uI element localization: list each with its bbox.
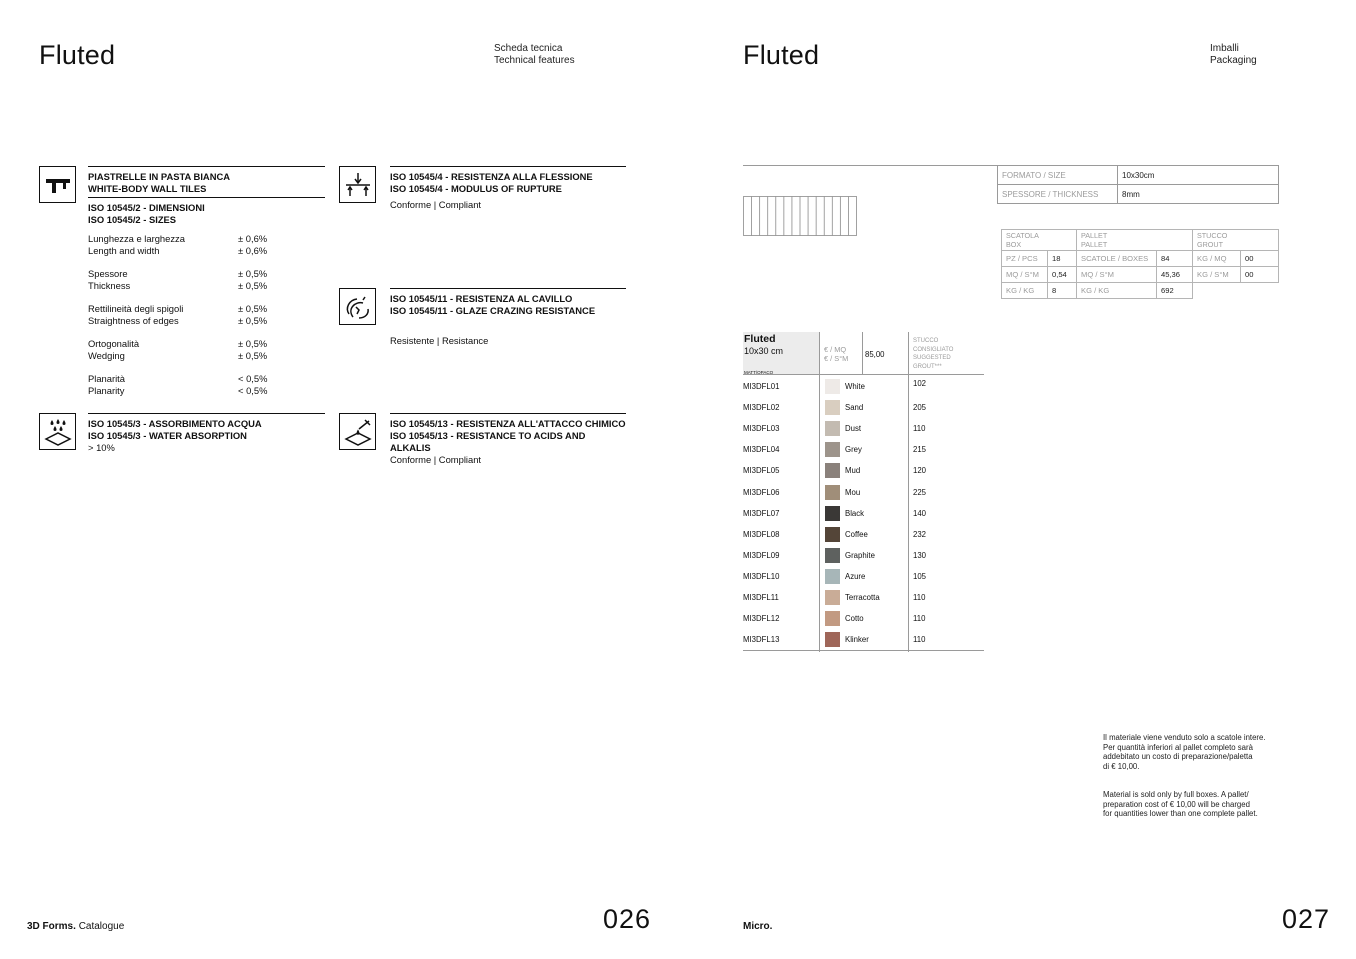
spec-title xyxy=(390,413,626,454)
spec-title-it: ISO 10545/13 - RESISTENZA ALL'ATTACCO CHIMICO xyxy=(390,418,626,429)
color-swatch xyxy=(825,590,840,605)
table-row xyxy=(743,610,984,631)
cell: KG / KG xyxy=(1002,283,1048,299)
product-code: MI3DFL03 xyxy=(743,424,780,434)
spec-value: > 10% xyxy=(88,442,115,453)
box-header-it: SCATOLA xyxy=(1006,231,1039,240)
footer-brand-right: Micro. xyxy=(743,921,773,932)
flexion-press-icon xyxy=(339,166,376,203)
measure-label: Lunghezza e larghezza xyxy=(88,233,185,244)
grout-suggested-header xyxy=(913,337,953,371)
measure-row xyxy=(88,303,325,315)
color-name: Klinker xyxy=(845,635,869,645)
packaging-table xyxy=(1001,229,1279,299)
spec-block-absorption xyxy=(88,413,325,454)
price-label-1: € / MQ xyxy=(824,345,847,354)
spec-title xyxy=(88,166,325,195)
note-line: for quantities lower than one complete pallet. xyxy=(1103,809,1258,819)
spec-title-en: ISO 10545/4 - MODULUS OF RUPTURE xyxy=(390,183,562,194)
measure-label: Thickness xyxy=(88,280,131,291)
color-name: Coffee xyxy=(845,529,868,539)
grout-hdr-line: STUCCO xyxy=(913,338,939,344)
table-row xyxy=(743,462,984,483)
section-header-en: Packaging xyxy=(1210,55,1257,66)
color-name: Cotto xyxy=(845,614,864,624)
cell: 84 xyxy=(1157,251,1193,267)
measure-value: ± 0,5% xyxy=(238,338,268,349)
product-code: MI3DFL04 xyxy=(743,445,780,455)
measure-value: ± 0,5% xyxy=(238,268,268,279)
cell: SCATOLE / BOXES xyxy=(1077,251,1157,267)
grout-header xyxy=(1193,230,1279,251)
measures-list xyxy=(88,233,325,397)
note-line: Per quantità inferiori al pallet completo sarà xyxy=(1103,742,1253,752)
product-code: MI3DFL13 xyxy=(743,635,780,645)
measure-row xyxy=(88,338,325,350)
empty-cell xyxy=(1193,283,1241,299)
measure-value: ± 0,5% xyxy=(238,280,268,291)
measure-value: ± 0,5% xyxy=(238,303,268,314)
grout-code: 215 xyxy=(913,445,927,455)
color-name: Terracotta xyxy=(845,593,880,602)
note-line: di € 10,00. xyxy=(1103,761,1140,771)
spec-block-rupture xyxy=(390,166,626,211)
table-row xyxy=(743,420,984,441)
measure-item xyxy=(88,338,325,362)
cell: 00 xyxy=(1241,251,1279,267)
price-value: 85,00 xyxy=(865,350,885,359)
color-name: Mou xyxy=(845,487,861,497)
grout-code: 110 xyxy=(913,614,926,624)
pallet-header-it: PALLET xyxy=(1081,231,1108,240)
page-number-left: 026 xyxy=(603,904,652,934)
header-rule xyxy=(743,374,984,375)
section-header-right xyxy=(1210,43,1257,67)
table-row xyxy=(743,441,984,462)
table-row xyxy=(743,399,984,420)
pallet-header-en: PALLET xyxy=(1081,240,1108,249)
cell: KG / MQ xyxy=(1193,251,1241,267)
spec-value: Resistente | Resistance xyxy=(390,335,489,346)
color-name: Sand xyxy=(845,403,864,413)
grout-code: 120 xyxy=(913,466,927,476)
spec-subtitle-it: ISO 10545/2 - DIMENSIONI xyxy=(88,202,205,213)
page-number-right: 027 xyxy=(1282,904,1331,934)
column-divider xyxy=(862,332,863,374)
color-swatch xyxy=(825,463,840,478)
box-header xyxy=(1002,230,1077,251)
grout-hdr-line: SUGGESTED xyxy=(913,355,951,361)
grout-code: 232 xyxy=(913,529,927,539)
color-swatch xyxy=(825,485,840,500)
measure-row xyxy=(88,268,325,280)
format-label: FORMATO / SIZE xyxy=(998,166,1118,185)
measure-label: Length and width xyxy=(88,245,160,256)
measure-item xyxy=(88,303,325,327)
water-drops-icon xyxy=(39,413,76,450)
table-row xyxy=(743,526,984,547)
product-code: MI3DFL10 xyxy=(743,571,780,581)
note-it xyxy=(1103,733,1266,771)
cell: 45,36 xyxy=(1157,267,1193,283)
table-row xyxy=(1002,251,1279,267)
table-row xyxy=(743,631,984,652)
measure-value: ± 0,5% xyxy=(238,350,268,361)
color-name: Black xyxy=(845,508,865,518)
measure-row xyxy=(88,245,325,257)
chemical-dropper-icon xyxy=(339,413,376,450)
spec-value: Conforme | Compliant xyxy=(390,454,482,465)
spec-title xyxy=(390,166,626,195)
footer-left xyxy=(27,921,124,932)
measure-label: Straightness of edges xyxy=(88,315,179,326)
spec-title-en: ISO 10545/3 - WATER ABSORPTION xyxy=(88,430,247,441)
crazing-icon xyxy=(339,288,376,325)
spec-title-en: WHITE-BODY WALL TILES xyxy=(88,183,207,194)
product-name: Fluted xyxy=(744,333,776,345)
product-code: MI3DFL01 xyxy=(743,382,780,391)
cell: 8 xyxy=(1048,283,1077,299)
color-name: Grey xyxy=(845,445,862,455)
section-header-left xyxy=(494,43,575,67)
color-swatch xyxy=(825,527,840,542)
measure-value: < 0,5% xyxy=(238,373,268,384)
size-table xyxy=(997,165,1279,204)
note-line: Il materiale viene venduto solo a scatole intere. xyxy=(1103,733,1266,742)
color-name: Mud xyxy=(845,466,861,476)
color-swatch xyxy=(825,611,840,626)
product-code: MI3DFL07 xyxy=(743,508,780,518)
spec-title-en: ISO 10545/11 - GLAZE CRAZING RESISTANCE xyxy=(390,305,596,316)
measure-value: ± 0,6% xyxy=(238,245,268,256)
measure-row xyxy=(88,373,325,385)
color-name: White xyxy=(845,382,865,391)
spec-title-it: ISO 10545/3 - ASSORBIMENTO ACQUA xyxy=(88,418,262,429)
cell: 0,54 xyxy=(1048,267,1077,283)
spec-subtitle-en: ISO 10545/2 - SIZES xyxy=(88,214,177,225)
table-row xyxy=(743,484,984,505)
product-code: MI3DFL11 xyxy=(743,593,779,602)
grout-code: 225 xyxy=(913,487,927,497)
price-label xyxy=(824,345,848,363)
footer-label: Catalogue xyxy=(78,921,125,932)
measure-row xyxy=(88,315,325,327)
color-swatch xyxy=(825,506,840,521)
measure-label: Ortogonalità xyxy=(88,338,140,349)
product-size: 10x30 cm xyxy=(744,346,784,356)
measure-value: ± 0,5% xyxy=(238,315,268,326)
measure-row xyxy=(88,350,325,362)
table-row xyxy=(743,547,984,568)
grout-code: 110 xyxy=(913,635,926,645)
footer-brand: 3D Forms. xyxy=(27,921,76,932)
color-swatch xyxy=(825,400,840,415)
grout-code: 110 xyxy=(913,424,926,434)
cell: MQ / S°M xyxy=(1077,267,1157,283)
spec-title xyxy=(390,288,626,317)
table-row xyxy=(743,505,984,526)
grout-code: 110 xyxy=(913,593,926,602)
product-code: MI3DFL06 xyxy=(743,487,780,497)
spec-title-it: PIASTRELLE IN PASTA BIANCA xyxy=(88,171,231,182)
color-swatch xyxy=(825,379,840,394)
note-line: Material is sold only by full boxes. A pallet/ xyxy=(1103,790,1249,799)
color-swatch xyxy=(825,442,840,457)
cell: PZ / PCS xyxy=(1002,251,1048,267)
thickness-label: SPESSORE / THICKNESS xyxy=(998,185,1118,204)
box-header-en: BOX xyxy=(1006,240,1022,249)
grout-code: 130 xyxy=(913,550,927,560)
measure-item xyxy=(88,233,325,257)
cell: 00 xyxy=(1241,267,1279,283)
spec-title-en: ISO 10545/13 - RESISTANCE TO ACIDS AND ALKALIS xyxy=(390,430,586,453)
spec-title-it: ISO 10545/4 - RESISTENZA ALLA FLESSIONE xyxy=(390,171,593,182)
measure-item xyxy=(88,268,325,292)
spec-block-dimensions xyxy=(88,166,325,408)
cell: KG / S°M xyxy=(1193,267,1241,283)
spec-subtitle xyxy=(88,202,325,226)
caliper-icon xyxy=(39,166,76,203)
measure-label: Planarity xyxy=(88,385,125,396)
grout-header-it: STUCCO xyxy=(1197,231,1228,240)
measure-item xyxy=(88,373,325,397)
product-code: MI3DFL12 xyxy=(743,614,780,624)
measure-label: Rettilineità degli spigoli xyxy=(88,303,184,314)
table-row xyxy=(743,568,984,589)
grout-hdr-line: GROUT*** xyxy=(913,363,942,370)
fluted-tile-drawing xyxy=(743,196,857,236)
cell: MQ / S°M xyxy=(1002,267,1048,283)
measure-value: < 0,5% xyxy=(238,385,268,396)
pallet-header xyxy=(1077,230,1193,251)
product-code: MI3DFL05 xyxy=(743,466,780,476)
cell: KG / KG xyxy=(1077,283,1157,299)
spec-block-crazing xyxy=(390,288,626,347)
product-code: MI3DFL02 xyxy=(743,403,780,413)
measure-row xyxy=(88,280,325,292)
color-swatch xyxy=(825,548,840,563)
cell: 18 xyxy=(1048,251,1077,267)
cell: 692 xyxy=(1157,283,1193,299)
section-header-en: Technical features xyxy=(494,55,575,66)
table-row xyxy=(1002,267,1279,283)
product-finish: MATT/OPACO xyxy=(744,370,774,375)
price-label-2: € / S°M xyxy=(824,354,849,363)
thickness-value: 8mm xyxy=(1118,185,1279,204)
table-row xyxy=(743,589,984,610)
note-en xyxy=(1103,790,1258,819)
table-row xyxy=(743,378,984,399)
price-color-table xyxy=(743,332,984,652)
product-code: MI3DFL09 xyxy=(743,550,780,560)
section-header-it: Scheda tecnica xyxy=(494,43,563,54)
color-name: Graphite xyxy=(845,550,875,560)
grout-header-en: GROUT xyxy=(1197,240,1223,249)
color-swatch xyxy=(825,569,840,584)
spec-block-chemical xyxy=(390,413,626,466)
table-row xyxy=(1002,283,1279,299)
measure-value: ± 0,6% xyxy=(238,233,268,244)
grout-code: 205 xyxy=(913,403,927,413)
grout-code: 105 xyxy=(913,571,927,581)
color-name: Dust xyxy=(845,424,862,434)
empty-cell xyxy=(1241,283,1279,299)
measure-label: Spessore xyxy=(88,268,128,279)
grout-hdr-line: CONSIGLIATO xyxy=(913,346,954,353)
format-value: 10x30cm xyxy=(1118,166,1279,185)
color-swatch xyxy=(825,421,840,436)
spec-value: Conforme | Compliant xyxy=(390,199,482,210)
grout-code: 102 xyxy=(913,379,927,388)
measure-row xyxy=(88,385,325,397)
measure-label: Wedging xyxy=(88,350,125,361)
page-title-right: Fluted xyxy=(743,40,820,70)
page-title-left: Fluted xyxy=(39,40,116,70)
note-line: addebitato un costo di preparazione/paletta xyxy=(1103,752,1253,762)
grout-code: 140 xyxy=(913,508,927,518)
divider xyxy=(743,165,998,166)
note-line: preparation cost of € 10,00 will be charged xyxy=(1103,799,1250,809)
color-name: Azure xyxy=(845,571,866,581)
spec-title xyxy=(88,413,325,442)
section-header-it: Imballi xyxy=(1210,43,1239,54)
measure-row xyxy=(88,233,325,245)
product-code: MI3DFL08 xyxy=(743,529,780,539)
measure-label: Planarità xyxy=(88,373,126,384)
color-swatch xyxy=(825,632,840,647)
spec-title-it: ISO 10545/11 - RESISTENZA AL CAVILLO xyxy=(390,293,573,304)
